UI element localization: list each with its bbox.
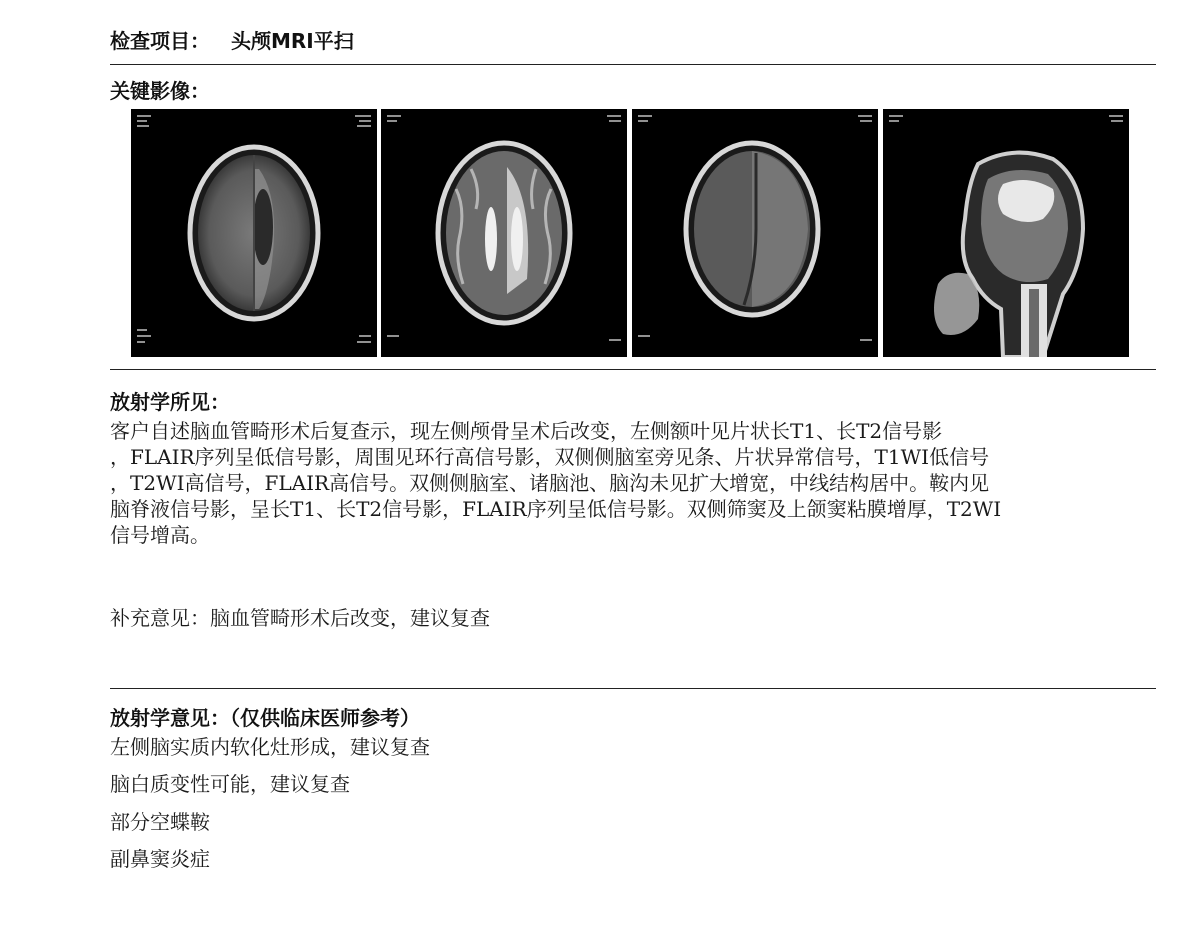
mri-image-4 — [883, 109, 1129, 357]
mri-image-1 — [131, 109, 377, 357]
impression-item: 脑白质变性可能，建议复查 — [110, 772, 350, 796]
impression-item: 部分空蝶鞍 — [110, 810, 210, 834]
impression-label: 放射学意见：（仅供临床医师参考） — [110, 706, 420, 730]
findings-label: 放射学所见： — [110, 390, 230, 414]
impression-item: 副鼻窦炎症 — [110, 847, 210, 871]
mri-image-2 — [381, 109, 627, 357]
divider-images — [110, 369, 1156, 370]
mri-image-3 — [632, 109, 878, 357]
findings-line: 脑脊液信号影，呈长T1、长T2信号影，FLAIR序列呈低信号影。双侧筛窦及上颌窦粘膜增厚，T2WI — [110, 497, 1002, 521]
impression-item: 左侧脑实质内软化灶形成，建议复查 — [110, 735, 430, 759]
exam-item-value: 头颅MRI平扫 — [230, 29, 354, 53]
exam-item-key: 检查项目： — [110, 29, 210, 53]
divider-impression — [110, 688, 1156, 689]
divider-top — [110, 64, 1156, 65]
findings-line: ，T2WI高信号，FLAIR高信号。双侧侧脑室、诸脑池、脑沟未见扩大增宽，中线结构居中。鞍内见 — [110, 471, 990, 495]
supplement-note: 补充意见：脑血管畸形术后改变，建议复查 — [110, 606, 490, 630]
findings-line: 信号增高。 — [110, 523, 210, 547]
exam-item-label — [110, 29, 354, 53]
findings-text — [110, 418, 1156, 548]
findings-line: 客户自述脑血管畸形术后复查示，现左侧颅骨呈术后改变，左侧额叶见片状长T1、长T2信号影 — [110, 419, 943, 443]
key-images-label: 关键影像： — [110, 79, 210, 103]
findings-line: ，FLAIR序列呈低信号影，周围见环行高信号影，双侧侧脑室旁见条、片状异常信号，T1WI低信号 — [110, 445, 990, 469]
